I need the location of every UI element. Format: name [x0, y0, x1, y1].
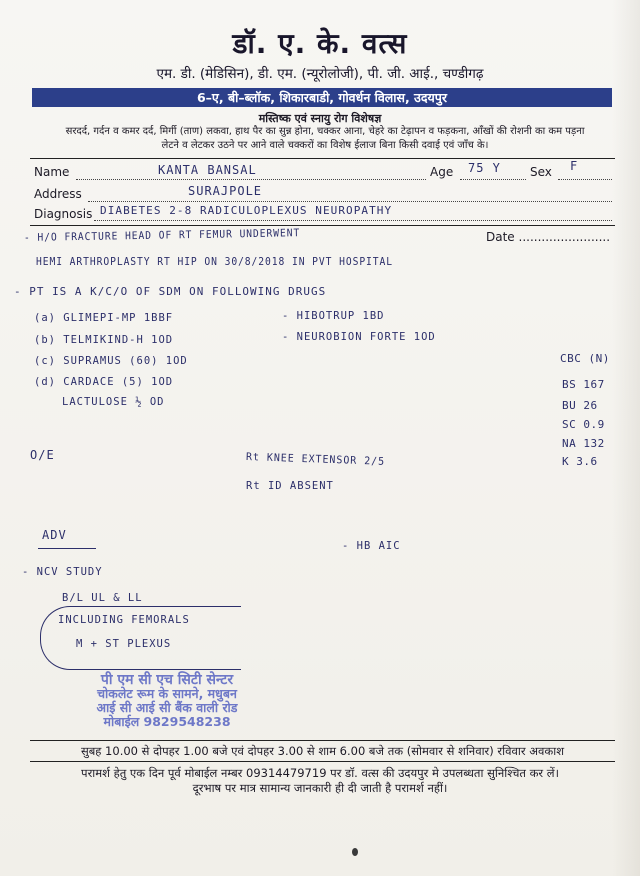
- name-dotted-line: [76, 179, 426, 180]
- advice-line-4: M + ST PLEXUS: [76, 638, 172, 650]
- age-label: Age: [430, 165, 454, 179]
- patient-sex: F: [570, 159, 579, 173]
- drug-left-4: (d) CARDACE (5) 1OD: [34, 376, 174, 388]
- advice-line-2: B/L UL & LL: [62, 592, 143, 604]
- date-label: Date ........................: [486, 230, 611, 244]
- advice-heading: ADV: [42, 528, 67, 542]
- exam-line-2: Rt ID ABSENT: [246, 480, 334, 492]
- age-dotted-line: [460, 179, 526, 180]
- hba1c-note: - HB AIC: [342, 540, 401, 552]
- drug-right-1: - HIBOTRUP 1BD: [282, 310, 385, 322]
- symptoms-line-1: सरदर्द, गर्दन व कमर दर्द, मिर्गी (ताण) लकवा, हाथ पैर का सुन्न होना, चक्कर आना, चेहरे का टेढ़ापन व फड़कना, आँखों की रोशनी का कम पड़ना: [65, 126, 585, 137]
- symptoms-line-2: लेटने व लेटकर उठने पर आने वाले चक्करों का विशेष ईलाज बिना किसी दवाई एवं जाँच के।: [161, 140, 489, 151]
- lab-cbc: CBC (N): [560, 352, 610, 365]
- clinic-stamp: [72, 673, 262, 729]
- symptoms-text: [30, 125, 620, 153]
- advice-line-1: - NCV STUDY: [22, 566, 103, 578]
- lab-k: K 3.6: [562, 455, 598, 468]
- stamp-line-3: आई सी आई सी बैंक वाली रोड: [96, 700, 238, 715]
- footer-note-1: परामर्श हेतु एक दिन पूर्व मोबाईल नम्बर 09314479719 पर डॉ. वत्स की उदयपुर मे उपलब्धता सुनिश्चित कर लें।: [81, 766, 559, 780]
- drug-left-1: (a) GLIMEPI-MP 1BBF: [34, 312, 174, 324]
- diagnosis-label: Diagnosis: [34, 207, 93, 221]
- drug-left-2: (b) TELMIKIND-H 1OD: [34, 334, 174, 346]
- sex-dotted-line: [558, 179, 612, 180]
- advice-line-3: INCLUDING FEMORALS: [58, 614, 190, 626]
- stamp-line-2: चोकलेट रूम के सामने, मधुबन: [97, 686, 237, 701]
- patient-diagnosis: DIABETES 2-8 RADICULOPLEXUS NEUROPATHY: [100, 205, 393, 217]
- drug-right-2: - NEUROBION FORTE 1OD: [282, 331, 436, 343]
- date-label-text: Date: [486, 230, 515, 244]
- history-line-1: - H/O FRACTURE HEAD OF RT FEMUR UNDERWENT: [23, 227, 301, 244]
- complaint-line: - PT IS A K/C/O OF SDM ON FOLLOWING DRUGS: [14, 286, 327, 298]
- address-label: Address: [34, 187, 82, 201]
- lab-bu: BU 26: [562, 399, 598, 412]
- drug-left-3: (c) SUPRAMUS (60) 1OD: [34, 355, 188, 367]
- stamp-line-1: पी एम सी एच सिटी सेन्टर: [100, 672, 234, 688]
- stamp-line-4: मोबाईल 9829548238: [103, 714, 231, 729]
- diagnosis-dotted-line: [94, 220, 612, 221]
- patient-name: KANTA BANSAL: [158, 163, 257, 177]
- patient-fields-box: [30, 158, 615, 226]
- lab-sc: SC 0.9: [562, 418, 605, 431]
- exam-line-1: Rt KNEE EXTENSOR 2/5: [245, 451, 386, 468]
- sex-label: Sex: [530, 165, 552, 179]
- ink-spot: [352, 848, 358, 856]
- lab-na: NA 132: [562, 437, 605, 450]
- patient-address: SURAJPOLE: [188, 184, 263, 198]
- footer-note-2: दूरभाष पर मात्र सामान्य जानकारी ही दी जाती है परामर्श नहीं।: [192, 781, 448, 795]
- history-line-2: HEMI ARTHROPLASTY RT HIP ON 30/8/2018 IN PVT HOSPITAL: [36, 256, 394, 268]
- clinic-address-bar: 6–ए, बी–ब्लॉक, शिकारबाडी, गोवर्धन विलास, उदयपुर: [32, 88, 612, 107]
- drug-left-5: LACTULOSE ½ OD: [62, 396, 165, 408]
- clinic-timing: सुबह 10.00 से दोपहर 1.00 बजे एवं दोपहर 3.00 से शाम 6.00 बजे तक (सोमवार से शनिवार) रविवार अवकाश: [30, 740, 615, 762]
- lab-bs: BS 167: [562, 378, 605, 391]
- specialty-line: मस्तिष्क एवं स्नायु रोग विशेषज्ञ: [258, 112, 382, 125]
- advice-underline: [38, 548, 96, 549]
- name-label: Name: [34, 165, 70, 179]
- doctor-qualifications: एम. डी. (मेडिसिन), डी. एम. (न्यूरोलोजी), पी. जी. आई., चण्डीगढ़: [156, 66, 484, 82]
- patient-age: 75 Y: [468, 161, 501, 175]
- oe-mark: O/E: [30, 448, 55, 462]
- address-dotted-line: [88, 201, 612, 202]
- doctor-name: डॉ. ए. के. वत्स: [232, 27, 408, 60]
